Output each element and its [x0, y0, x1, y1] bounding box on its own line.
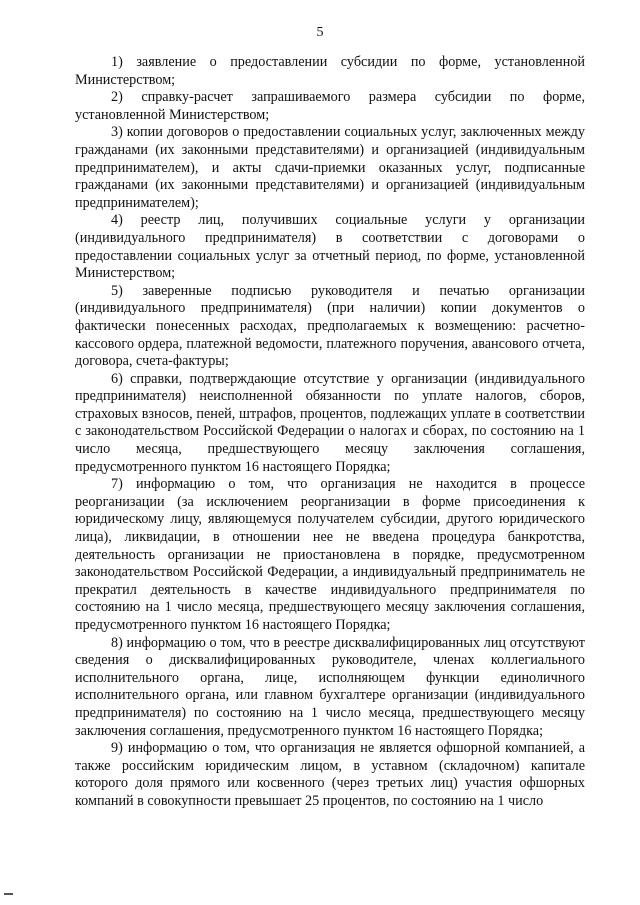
paragraph-item-4: 4) реестр лиц, получивших социальные услуги у организации (индивидуального предпринимателя) в соответствии с договорами о предоставлении социальных услуг за отчетный период, по форме, установленной Министерством; [75, 212, 585, 282]
paragraph-item-2: 2) справку-расчет запрашиваемого размера субсидии по форме, установленной Министерством; [75, 89, 585, 123]
paragraph-item-9: 9) информацию о том, что организация не является офшорной компанией, а также российским юридическим лицом, в уставном (складочном) капитале которого доля прямого или косвенного (через третьих лиц) участия офшорных компаний в совокупности превышает 25 процентов, по состоянию на 1 число [75, 740, 585, 809]
paragraph-item-5: 5) заверенные подписью руководителя и печатью организации (индивидуального предпринимателя) (при наличии) копии документов о фактически понесенных расходах, предполагаемых к возмещению: расчетно-кассового ордера, платежной ведомости, платежного поручения, авансового отчета, договора, счета-фактуры; [75, 282, 585, 370]
paragraph-item-7: 7) информацию о том, что организация не находится в процессе реорганизации (за исключением реорганизации в форме присоединения к юридическому лицу, являющемуся получателем субсидии, другого юридического лица), ликвидации, в отношении нее не введена процедура банкротства, деятельность организации не приостановлена в порядке, предусмотренном законодательством Российской Федерации, а индивидуальный предприниматель не прекратил деятельность в качестве индивидуального предпринимателя по состоянию на 1 число месяца, предшествующего месяцу заключения соглашения, предусмотренного пунктом 16 настоящего Порядка; [75, 476, 585, 633]
paragraph-item-1: 1) заявление о предоставлении субсидии по форме, установленной Министерством; [75, 54, 585, 88]
page-number: 5 [316, 25, 324, 40]
paragraph-item-8: 8) информацию о том, что в реестре дисквалифицированных лиц отсутствуют сведения о дисквалифицированных руководителе, членах коллегиального исполнительного органа, лице, исполняющем функции единоличного исполнительного органа, или главном бухгалтере организации (индивидуального предпринимателя) по состоянию на 1 число месяца, предшествующего месяцу заключения соглашения, предусмотренного пунктом 16 настоящего Порядка; [75, 634, 585, 739]
document-body [75, 54, 585, 811]
paragraph-item-6: 6) справки, подтверждающие отсутствие у организации (индивидуального предпринимателя) неисполненной обязанности по уплате налогов, сборов, страховых взносов, пеней, штрафов, процентов, подлежащих уплате в соответствии с законодательством Российской Федерации о налогах и сборах, по состоянию на 1 число месяца, предшествующего месяцу заключения соглашения, предусмотренного пунктом 16 настоящего Порядка; [75, 370, 585, 475]
scan-edge-mark [4, 893, 13, 895]
paragraph-item-3: 3) копии договоров о предоставлении социальных услуг, заключенных между гражданами (их законными представителями) и организацией (индивидуальным предпринимателем), и акты сдачи-приемки оказанных услуг, подписанные гражданами (их законными представителями) и организацией (индивидуальным предпринимателем); [75, 124, 585, 211]
